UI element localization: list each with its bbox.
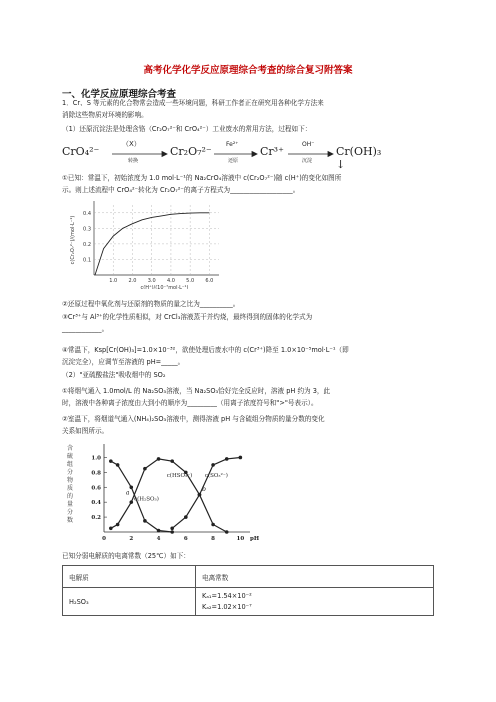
table-header-electrolyte: 电解质 [63, 566, 196, 588]
table-cell-constants [196, 588, 434, 616]
series-point [239, 456, 243, 460]
scheme-hydroxide: Cr(OH)₃ ↓ [336, 145, 382, 171]
x-tick-label: 1.0 [109, 278, 118, 284]
y-tick-label: 0.2 [83, 241, 91, 248]
series-point [211, 463, 215, 467]
scheme-cr3: Cr³⁺ [260, 145, 284, 158]
x-tick-label: 0 [102, 536, 106, 542]
series-point [225, 530, 229, 534]
scheme-arrow1-top: （X） [122, 140, 141, 148]
q2-part2-line1: ②室温下，将烟道气通入(NH₄)₂SO₃溶液中，测得溶液 pH 与含硫组分物质的量分数的变化 [62, 415, 325, 423]
table-cell-h2so3: H₂SO₃ [63, 588, 196, 616]
chart-dichromate [66, 197, 226, 289]
x-axis-label: c(H⁺)/(10⁻⁷mol·L⁻¹) [140, 285, 189, 289]
y-axis-label-char: 物 [66, 477, 74, 484]
series-point [225, 457, 229, 461]
series-point [109, 459, 113, 463]
y-axis-label: c(Cr₂O₇²⁻)/(mol·L⁻¹) [70, 215, 76, 265]
series-point [143, 519, 147, 523]
series-label: c(SO₃²⁻) [204, 472, 228, 479]
chart-dichromate-svg [66, 197, 226, 289]
document-title: 高考化学化学反应原理综合考查的综合复习附答案 [143, 65, 353, 76]
x-tick-label: 6 [183, 536, 188, 542]
series-point [170, 526, 174, 530]
q1-intro-line2: 消除这些物质对环境的影响。 [62, 111, 148, 119]
y-axis-label-char: 分 [66, 469, 74, 476]
series-line-2 [172, 458, 240, 529]
scheme-dichromate: Cr₂O₇²⁻ [170, 145, 212, 158]
x-tick-label: 6.0 [205, 278, 214, 284]
series-label: c(HSO₃⁻) [166, 472, 193, 479]
y-tick-label: 0.6 [91, 485, 101, 492]
series-point [170, 530, 174, 534]
x-tick-label: 10 [236, 536, 245, 542]
table-ka1: Kₐ₁=1.54×10⁻² [202, 591, 252, 600]
y-axis-label-char: 组 [66, 461, 74, 468]
y-tick-label: 0.3 [83, 226, 91, 233]
scheme-arrow2-top: Fe²⁺ [226, 141, 239, 148]
y-tick-label: 0.2 [91, 515, 101, 522]
y-axis-label-char: 的 [66, 493, 74, 500]
x-tick-label: 4.0 [166, 278, 175, 284]
series-point [116, 523, 120, 527]
q1-part2: ②还原过程中氧化剂与还原剂的物质的量之比为__________。 [62, 300, 240, 308]
section-heading: 一、化学反应原理综合考查 [62, 89, 177, 100]
series-point [116, 463, 120, 467]
scheme-arrow3-bottom: 沉淀 [302, 158, 313, 164]
table-header-constant: 电离常数 [196, 566, 434, 588]
y-tick-label: 1.0 [91, 455, 101, 462]
x-axis-label: pH [250, 536, 260, 542]
q1-part1-line2: 示。则上述流程中 CrO₄²⁻转化为 Cr₂O₇²⁻的离子方程式为___________________。 [62, 186, 300, 194]
q1-part3-line2: ____________。 [62, 325, 109, 333]
point-label-b: b [202, 486, 207, 493]
q1-part4-line1: ④常温下，Ksp[Cr(OH)₃]=1.0×10⁻³²，欲使处理后废水中的 c(Cr³⁺)降至 1.0×10⁻⁵mol·L⁻¹（即 [62, 346, 349, 354]
q1-part4-line2: 沉淀完全），应调节至溶液的 pH=_____。 [62, 358, 185, 366]
x-tick-label: 4 [156, 536, 161, 542]
y-axis-label-char: 分 [66, 509, 74, 516]
q2-part1-line1: ①将烟气通入 1.0mol/L 的 Na₂SO₃溶液，当 Na₂SO₃恰好完全反应时，溶液 pH 约为 3，此 [62, 387, 331, 395]
y-tick-label: 0.4 [83, 210, 91, 217]
series-point [129, 500, 133, 504]
series-point [157, 529, 161, 533]
x-tick-label: 5.0 [186, 278, 195, 284]
series-point [109, 526, 113, 530]
point-label-a: a [125, 489, 130, 497]
series-point [129, 485, 133, 489]
y-axis-label-char: 量 [66, 501, 74, 508]
x-tick-label: 3.0 [147, 278, 156, 284]
x-tick-label: 2 [129, 536, 134, 542]
y-tick-label: 0.4 [91, 500, 101, 507]
q1-part3-line1: ③Cr³⁺与 Al³⁺的化学性质相似，对 CrCl₃溶液蒸干并灼烧，最终得到的固体的化学式为 [62, 313, 313, 321]
y-tick-label: 0.8 [91, 470, 101, 477]
series-point [170, 459, 174, 463]
table-intro: 已知分弱电解质的电离常数（25℃）如下： [62, 552, 190, 560]
series-point [157, 457, 161, 461]
scheme-arrow1-bottom: 转换 [128, 158, 139, 164]
chart-sulfur-species-svg [60, 440, 260, 550]
q1-sub1: （1）还原沉淀法是处理含铬（Cr₂O₇²⁻和 CrO₄²⁻）工业废水的常用方法，过程如下： [62, 125, 312, 133]
q1-part1-line1: ①已知：常温下，初始浓度为 1.0 mol·L⁻¹的 Na₂CrO₄溶液中 c(Cr₂O₇²⁻)随 c(H⁺)的变化如图所 [62, 174, 342, 182]
scheme-chromate: CrO₄²⁻ [62, 145, 100, 158]
y-axis-label-char: 质 [66, 485, 74, 492]
x-tick-label: 8 [211, 536, 216, 542]
series-point [143, 467, 147, 471]
x-tick-label: 2.0 [128, 278, 137, 284]
reaction-scheme [62, 138, 382, 171]
scheme-arrow3-top: OH⁻ [302, 141, 315, 148]
chart-sulfur-species [60, 440, 260, 550]
q2-part2-line2: 关系如图所示。 [62, 427, 109, 435]
y-axis-label-char: 数 [66, 517, 74, 524]
scheme-arrow2-bottom: 还原 [228, 158, 239, 164]
series-point [198, 493, 202, 497]
y-tick-label: 0.1 [83, 257, 91, 264]
y-axis-label-char: 含 [66, 445, 74, 452]
q2-part1-line2: 时，溶液中各种离子浓度由大到小的顺序为_________（用离子浓度符号和">"号表示）。 [62, 399, 318, 407]
q1-intro-line1: 1．Cr、S 等元素的化合物常会造成一些环境问题，科研工作者正在研究用各种化学方法来 [62, 99, 324, 107]
q1-sub2: （2）"亚硫酸盐法"吸收烟中的 SO₂ [62, 371, 166, 379]
series-line [95, 213, 209, 275]
y-axis-label-char: 硫 [66, 453, 74, 460]
ionization-constants-table [62, 565, 434, 616]
series-point [184, 515, 188, 519]
table-ka2: Kₐ₂=1.02×10⁻⁷ [202, 602, 252, 611]
series-label: c(H₂SO₃) [134, 496, 159, 503]
series-point [211, 523, 215, 527]
